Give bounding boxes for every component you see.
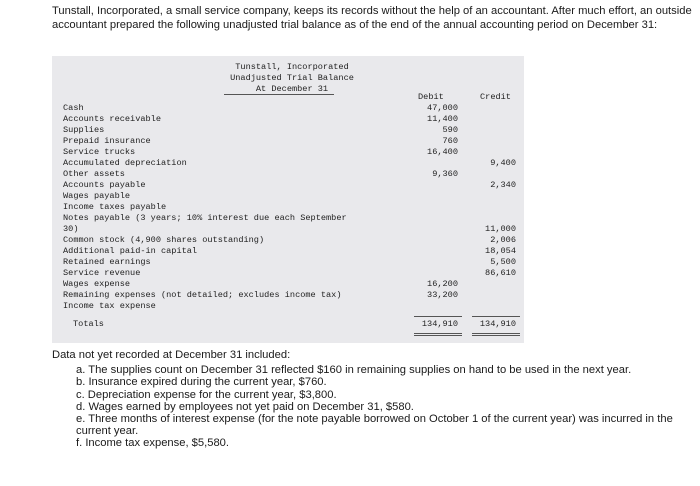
note-item: c. Depreciation expense for the current year, $3,800.	[76, 388, 337, 401]
debit-amount	[414, 246, 458, 257]
credit-amount: 2,006	[490, 235, 516, 245]
debit-amount	[414, 213, 458, 224]
account-label: Supplies	[63, 125, 105, 135]
account-label: Service trucks	[63, 147, 136, 157]
statement-name: Unadjusted Trial Balance	[230, 73, 354, 83]
credit-header: Credit	[480, 92, 511, 102]
account-label: Other assets	[63, 169, 125, 179]
credit-amount: 9,400	[490, 158, 516, 168]
account-labels	[63, 103, 347, 312]
credit-amount: 2,340	[490, 180, 516, 190]
totals-label: Totals	[73, 319, 104, 329]
account-label: Prepaid insurance	[63, 136, 151, 146]
credit-amount: 5,500	[490, 257, 516, 267]
account-label: Common stock (4,900 shares outstanding)	[63, 235, 265, 245]
account-label: Accounts payable	[63, 180, 146, 190]
debit-amount	[414, 191, 458, 202]
total-debit: 134,910	[421, 319, 458, 329]
debit-amount	[414, 268, 458, 279]
account-label: Wages expense	[63, 279, 131, 289]
account-label: Notes payable (3 years; 10% interest due each September	[63, 213, 347, 223]
account-label: Remaining expenses (not detailed; excludes income tax)	[63, 290, 342, 300]
note-item: d. Wages earned by employees not yet paid on December 31, $580.	[76, 400, 414, 413]
account-label: Wages payable	[63, 191, 131, 201]
credit-amount	[472, 202, 516, 213]
total-credit: 134,910	[479, 319, 516, 329]
account-label: Service revenue	[63, 268, 141, 278]
account-label: Accounts receivable	[63, 114, 161, 124]
credit-amount: 18,054	[485, 246, 516, 256]
account-label: 30)	[63, 224, 79, 234]
credit-amount	[472, 125, 516, 136]
debit-total-rule	[414, 316, 462, 317]
account-label: Cash	[63, 103, 84, 113]
credit-column	[472, 103, 516, 312]
trial-balance-title	[222, 62, 362, 95]
note-item: a. The supplies count on December 31 reflected $160 in remaining supplies on hand to be used in the next year.	[76, 364, 632, 377]
account-label: Retained earnings	[63, 257, 151, 267]
credit-amount: 86,610	[485, 268, 516, 278]
debit-amount	[414, 257, 458, 268]
account-label: Income tax expense	[63, 301, 156, 311]
debit-amount: 16,200	[427, 279, 458, 289]
credit-total-rule	[472, 316, 520, 317]
debit-amount	[414, 301, 458, 312]
debit-amount: 11,400	[427, 114, 458, 124]
debit-amount: 9,360	[432, 169, 458, 179]
problem-intro: Tunstall, Incorporated, a small service company, keeps its records without the help of an accountant. After much effort, an outside accountant prepared the following unadjusted trial balance as of the end of the annual accounting period on December 31:	[52, 5, 692, 31]
credit-amount	[472, 114, 516, 125]
notes-list	[52, 364, 692, 449]
unrecorded-data	[52, 349, 692, 450]
debit-amount	[414, 202, 458, 213]
credit-amount	[472, 147, 516, 158]
debit-amount: 760	[442, 136, 458, 146]
debit-amount	[414, 235, 458, 246]
account-label: Additional paid-in capital	[63, 246, 198, 256]
credit-amount	[472, 290, 516, 301]
debit-column	[414, 103, 458, 312]
note-item: b. Insurance expired during the current year, $760.	[76, 376, 327, 389]
debit-amount	[414, 180, 458, 191]
debit-header: Debit	[418, 92, 444, 102]
statement-date: At December 31	[255, 84, 329, 94]
debit-amount: 590	[442, 125, 458, 135]
debit-double-rule-1	[414, 333, 462, 334]
credit-amount: 11,000	[485, 224, 516, 234]
account-label: Accumulated depreciation	[63, 158, 187, 168]
debit-amount: 47,000	[427, 103, 458, 113]
credit-amount	[472, 103, 516, 114]
credit-amount	[472, 279, 516, 290]
credit-amount	[472, 213, 516, 224]
credit-amount	[472, 169, 516, 180]
note-item: f. Income tax expense, $5,580.	[76, 437, 229, 450]
credit-double-rule-2	[472, 335, 520, 336]
account-label: Income taxes payable	[63, 202, 167, 212]
credit-amount	[472, 301, 516, 312]
debit-amount: 16,400	[427, 147, 458, 157]
debit-double-rule-2	[414, 335, 462, 336]
debit-amount	[414, 224, 458, 235]
credit-amount	[472, 136, 516, 147]
credit-amount	[472, 191, 516, 202]
credit-double-rule-1	[472, 333, 520, 334]
notes-heading: Data not yet recorded at December 31 included:	[52, 349, 291, 361]
note-item: e. Three months of interest expense (for the note payable borrowed on October 1 of the current year) was incurred in the current year.	[76, 413, 673, 438]
title-underline	[224, 94, 334, 95]
company-name: Tunstall, Incorporated	[235, 62, 349, 72]
debit-amount: 33,200	[427, 290, 458, 300]
debit-amount	[414, 158, 458, 169]
